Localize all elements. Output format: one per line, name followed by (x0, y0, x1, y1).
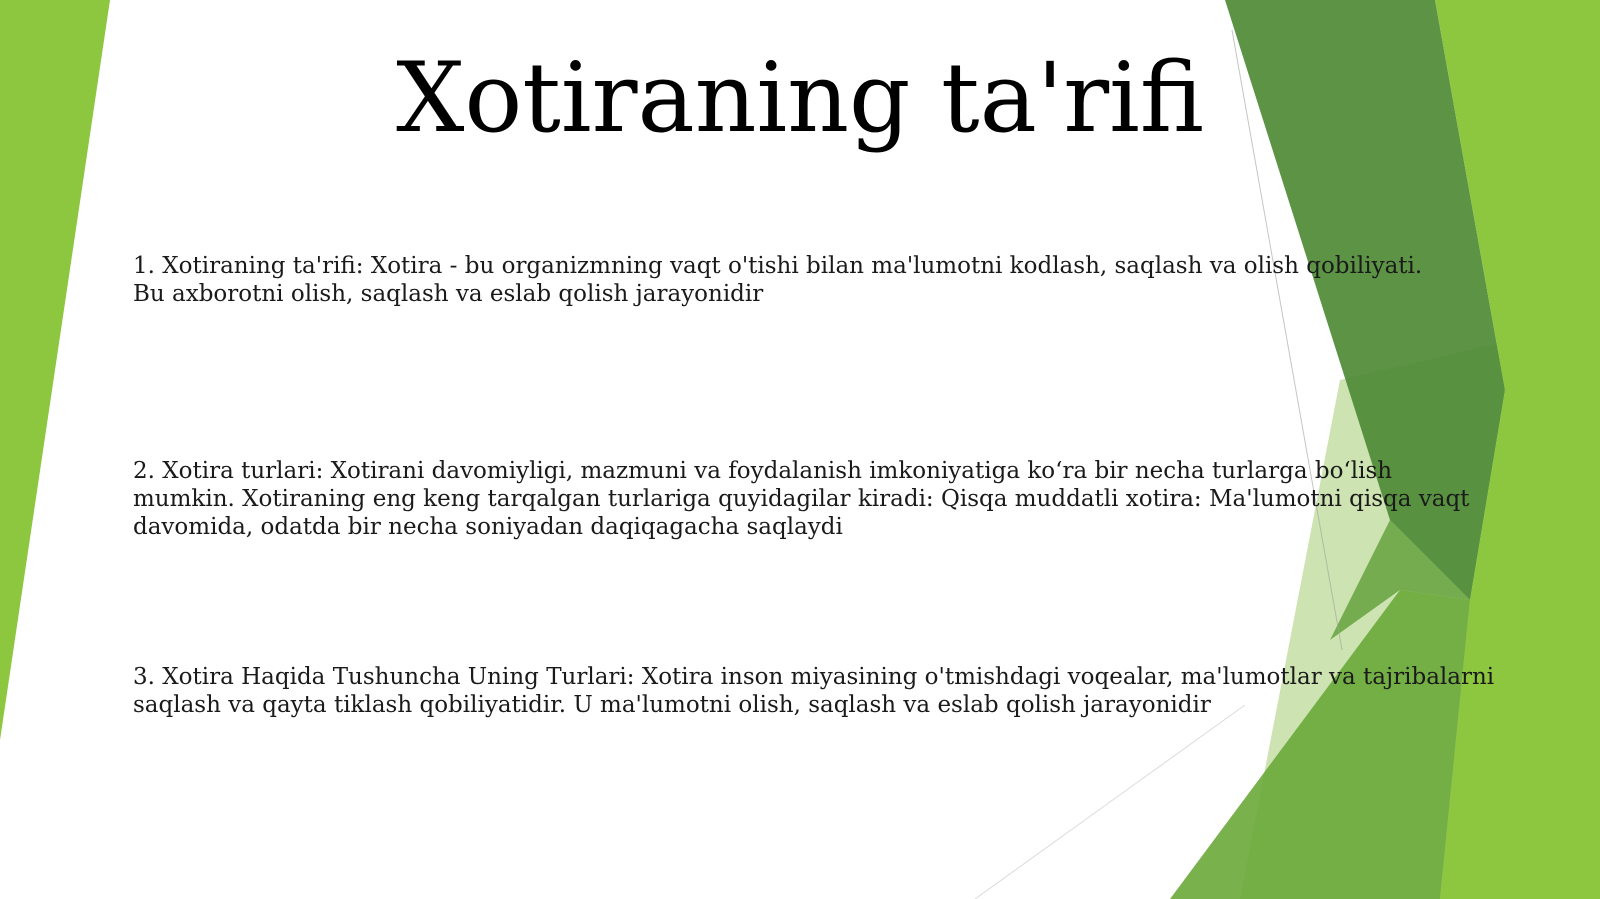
point-memory-types: 2. Xotira turlari: Xotirani davomiyligi, mazmuni va foydalanish imkoniyatiga koʻra bir necha turlarga boʻlish mumkin. Xotiraning eng keng tarqalgan turlariga quyidagilar kiradi: Qisqa muddatli xotira: Ma'lumotni qisqa vaqt davomida, odatda bir necha soniyadan daqiqagacha saqlaydi (133, 458, 1470, 540)
point-memory-concept: 3. Xotira Haqida Tushuncha Uning Turlari: Xotira inson miyasining o'tmishdagi voqealar, ma'lumotlar va tajribalarni saqlash va qayta tiklash qobiliyatidir. U ma'lumotni olish, saqlash va eslab qolish jarayonidir (133, 664, 1495, 718)
slide-title: Xotiraning ta'rifi (396, 42, 1204, 154)
point-definition: 1. Xotiraning ta'rifi: Xotira - bu organizmning vaqt o'tishi bilan ma'lumotni kodlash, saqlash va olish qobiliyati. Bu axborotni olish, saqlash va eslab qolish jarayonidir (133, 253, 1423, 307)
